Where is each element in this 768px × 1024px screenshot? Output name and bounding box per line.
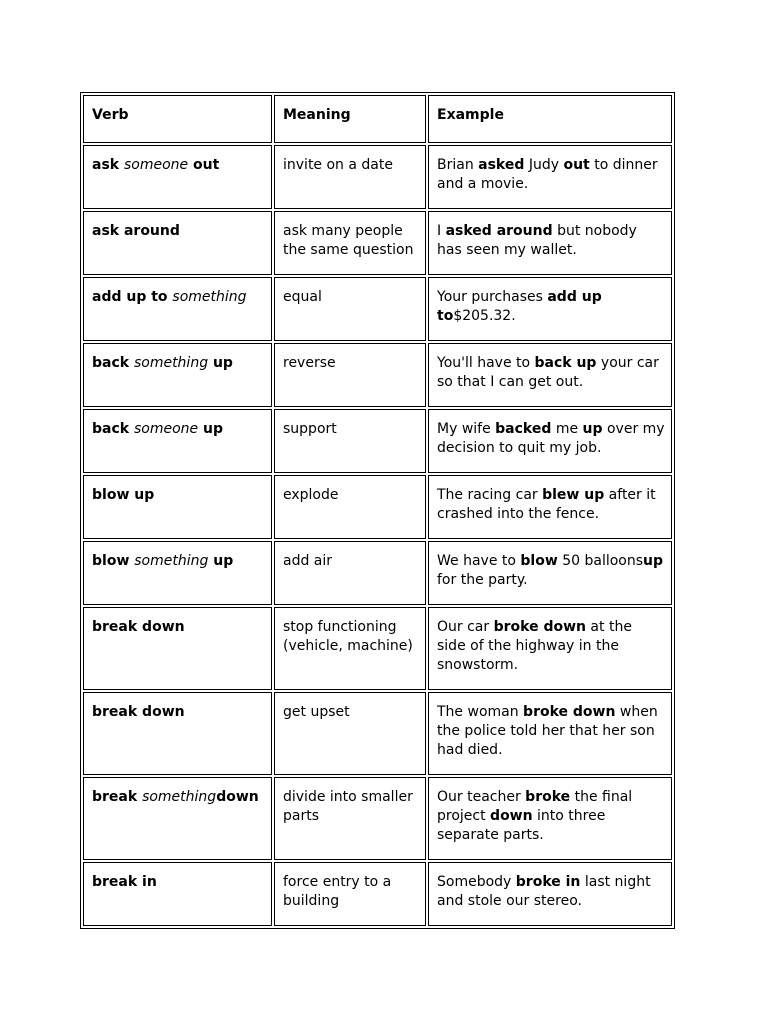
cell-example (428, 475, 672, 539)
header-verb: Verb (83, 95, 272, 143)
cell-example-segment: but nobody has seen my wallet. (437, 223, 637, 258)
cell-example-segment: broke down (523, 704, 616, 720)
cell-meaning: stop functioning (vehicle, machine) (274, 607, 426, 690)
phrasal-verbs-table (80, 92, 675, 929)
cell-verb-segment: blow (92, 553, 135, 569)
cell-verb-segment: someone (133, 421, 199, 437)
cell-example-segment: back up (534, 355, 597, 371)
cell-example-segment: The racing car (437, 487, 543, 503)
cell-example (428, 862, 672, 926)
cell-example (428, 541, 672, 605)
cell-example (428, 777, 672, 860)
table-row (83, 343, 672, 407)
cell-verb-segment: up (198, 421, 223, 437)
cell-meaning: add air (274, 541, 426, 605)
cell-verb-segment: break down (92, 619, 185, 635)
cell-example-segment: into three separate parts. (437, 808, 606, 843)
cell-example-segment: for the party. (437, 572, 528, 588)
cell-example-segment: up (582, 421, 603, 437)
cell-meaning: divide into smaller parts (274, 777, 426, 860)
cell-example (428, 607, 672, 690)
cell-meaning: invite on a date (274, 145, 426, 209)
cell-example (428, 409, 672, 473)
cell-verb (83, 777, 272, 860)
cell-verb (83, 692, 272, 775)
cell-verb-segment: something (134, 553, 209, 569)
cell-verb (83, 343, 272, 407)
cell-verb-segment: break (92, 789, 143, 805)
cell-example-segment: broke down (493, 619, 586, 635)
cell-verb-segment: someone (123, 157, 189, 173)
cell-meaning: equal (274, 277, 426, 341)
cell-verb (83, 409, 272, 473)
table-row (83, 277, 672, 341)
cell-example-segment: Our car (437, 619, 494, 635)
cell-verb-segment: ask around (92, 223, 180, 239)
table-row (83, 541, 672, 605)
cell-example-segment: broke in (515, 874, 581, 890)
table-row (83, 475, 672, 539)
cell-example (428, 277, 672, 341)
cell-example-segment: at the side of the highway in the snowstorm. (437, 619, 632, 673)
cell-verb-segment: something (172, 289, 247, 305)
table-row (83, 409, 672, 473)
cell-example (428, 343, 672, 407)
cell-example-segment: You'll have to (437, 355, 535, 371)
cell-example-segment: asked around (445, 223, 553, 239)
cell-example-segment: $205.32. (453, 308, 516, 324)
cell-example-segment: Somebody (437, 874, 516, 890)
cell-verb (83, 541, 272, 605)
cell-example-segment: to dinner and a movie. (437, 157, 658, 192)
cell-example-segment: The woman (437, 704, 524, 720)
cell-example-segment: backed (495, 421, 552, 437)
cell-example-segment: over my decision to quit my job. (437, 421, 665, 456)
cell-verb (83, 211, 272, 275)
cell-example-segment: We have to (437, 553, 521, 569)
cell-verb-segment: down (216, 789, 259, 805)
table-body (83, 145, 672, 926)
cell-verb-segment: ask (92, 157, 124, 173)
cell-example-segment: down (490, 808, 533, 824)
cell-example-segment: last night and stole our stereo. (437, 874, 651, 909)
cell-verb-segment: back (92, 421, 134, 437)
cell-verb (83, 862, 272, 926)
cell-example-segment: up (643, 553, 664, 569)
cell-example-segment: Our teacher (437, 789, 526, 805)
cell-example-segment: out (563, 157, 590, 173)
cell-example (428, 211, 672, 275)
cell-example-segment: the final project (437, 789, 633, 824)
cell-verb-segment: break in (92, 874, 157, 890)
cell-example-segment: Brian (437, 157, 479, 173)
table-row (83, 692, 672, 775)
cell-example-segment: me (551, 421, 583, 437)
cell-example-segment: My wife (437, 421, 496, 437)
cell-verb-segment: something (133, 355, 209, 371)
cell-example-segment: asked (478, 157, 525, 173)
cell-example-segment: broke (525, 789, 571, 805)
cell-verb-segment: up (208, 355, 233, 371)
cell-example-segment: Judy (524, 157, 564, 173)
cell-verb-segment: something (142, 789, 217, 805)
cell-example-segment: I (437, 223, 446, 239)
cell-verb-segment: break down (92, 704, 185, 720)
cell-example-segment: blow (520, 553, 558, 569)
cell-verb-segment: blow up (92, 487, 155, 503)
cell-example-segment: 50 balloons (557, 553, 644, 569)
cell-meaning: ask many people the same question (274, 211, 426, 275)
cell-meaning: explode (274, 475, 426, 539)
cell-verb (83, 475, 272, 539)
table-header-row (83, 95, 672, 143)
table-row (83, 862, 672, 926)
table-row (83, 211, 672, 275)
cell-example-segment: when the police told her that her son had died. (437, 704, 658, 758)
header-example: Example (428, 95, 672, 143)
cell-example-segment: add up to (437, 289, 602, 324)
cell-meaning: get upset (274, 692, 426, 775)
cell-meaning: force entry to a building (274, 862, 426, 926)
header-meaning: Meaning (274, 95, 426, 143)
cell-verb (83, 607, 272, 690)
table-row (83, 607, 672, 690)
cell-example-segment: blew up (542, 487, 605, 503)
cell-verb (83, 145, 272, 209)
cell-verb-segment: up (208, 553, 234, 569)
cell-meaning: support (274, 409, 426, 473)
cell-example (428, 692, 672, 775)
table-row (83, 145, 672, 209)
cell-verb-segment: add up to (92, 289, 173, 305)
cell-example-segment: after it crashed into the fence. (437, 487, 656, 522)
cell-verb-segment: back (92, 355, 134, 371)
table-row (83, 777, 672, 860)
cell-verb-segment: out (188, 157, 220, 173)
cell-verb (83, 277, 272, 341)
cell-example-segment: your car so that I can get out. (437, 355, 659, 390)
cell-meaning: reverse (274, 343, 426, 407)
cell-example-segment: Your purchases (437, 289, 548, 305)
cell-example (428, 145, 672, 209)
